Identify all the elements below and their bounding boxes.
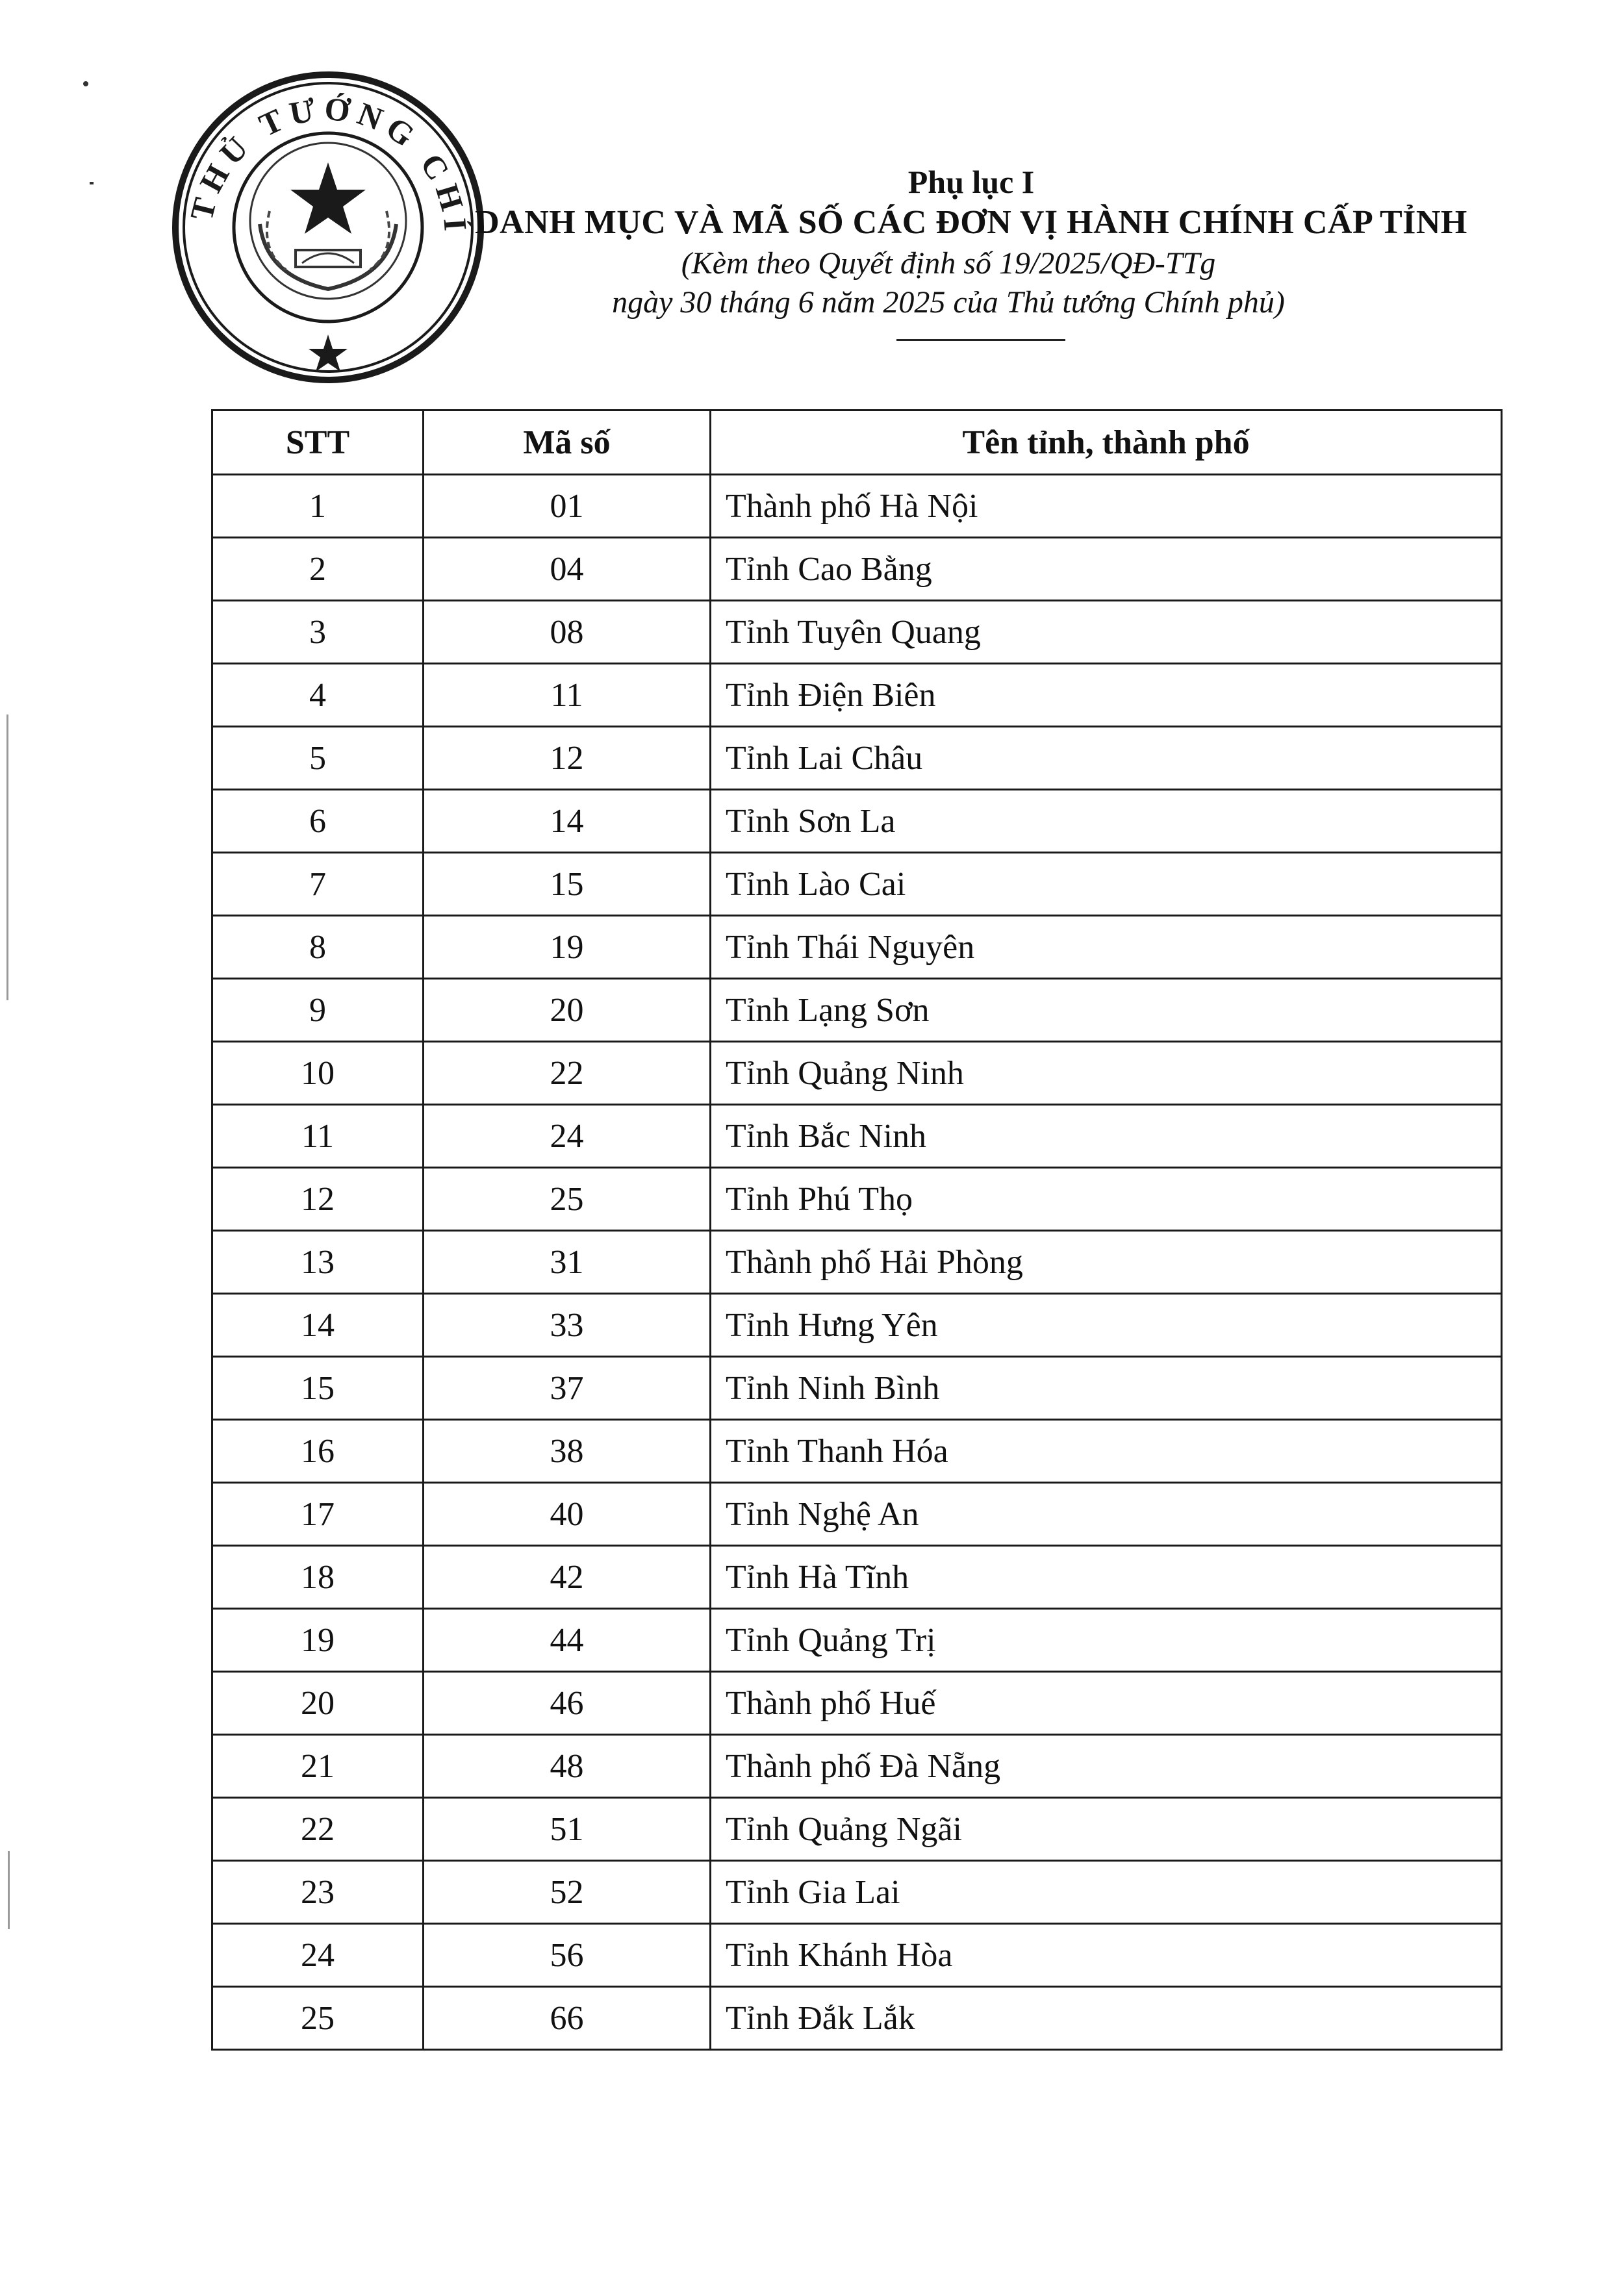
table-row <box>212 1672 1502 1735</box>
cell-code: 66 <box>424 1987 711 2050</box>
table-row <box>212 1357 1502 1420</box>
cell-name: Tỉnh Khánh Hòa <box>711 1924 1502 1987</box>
cell-name: Tỉnh Hà Tĩnh <box>711 1546 1502 1609</box>
cell-code: 08 <box>424 601 711 664</box>
cell-stt: 7 <box>212 853 424 916</box>
table-row <box>212 1861 1502 1924</box>
table-row <box>212 1168 1502 1231</box>
cell-stt: 18 <box>212 1546 424 1609</box>
cell-code: 37 <box>424 1357 711 1420</box>
table-row <box>212 1105 1502 1168</box>
cell-stt: 15 <box>212 1357 424 1420</box>
cell-name: Thành phố Đà Nẵng <box>711 1735 1502 1798</box>
table-row <box>212 1609 1502 1672</box>
cell-name: Thành phố Huế <box>711 1672 1502 1735</box>
table-row <box>212 1294 1502 1357</box>
table-row <box>212 1483 1502 1546</box>
cell-code: 40 <box>424 1483 711 1546</box>
cell-name: Tỉnh Phú Thọ <box>711 1168 1502 1231</box>
cell-stt: 17 <box>212 1483 424 1546</box>
header-stt: STT <box>212 411 424 475</box>
cell-name: Tỉnh Lạng Sơn <box>711 979 1502 1042</box>
table-header-row <box>212 411 1502 475</box>
cell-name: Tỉnh Ninh Bình <box>711 1357 1502 1420</box>
cell-code: 20 <box>424 979 711 1042</box>
cell-name: Tỉnh Thanh Hóa <box>711 1420 1502 1483</box>
table-row <box>212 1231 1502 1294</box>
cell-code: 19 <box>424 916 711 979</box>
cell-code: 42 <box>424 1546 711 1609</box>
cell-code: 46 <box>424 1672 711 1735</box>
table-row <box>212 979 1502 1042</box>
cell-stt: 1 <box>212 475 424 538</box>
cell-code: 04 <box>424 538 711 601</box>
cell-code: 33 <box>424 1294 711 1357</box>
cell-stt: 9 <box>212 979 424 1042</box>
cell-stt: 11 <box>212 1105 424 1168</box>
header-code: Mã số <box>424 411 711 475</box>
header-divider <box>896 339 1065 341</box>
cell-code: 31 <box>424 1231 711 1294</box>
cell-name: Tỉnh Gia Lai <box>711 1861 1502 1924</box>
table-row <box>212 538 1502 601</box>
appendix-label: Phụ lục I <box>907 164 1035 200</box>
svg-text:THỦ TƯỚNG CHÍNH PHỦ: THỦ TƯỚNG CHÍ <box>183 90 475 239</box>
cell-code: 11 <box>424 664 711 727</box>
cell-stt: 24 <box>212 1924 424 1987</box>
cell-name: Tỉnh Quảng Trị <box>711 1609 1502 1672</box>
table-row <box>212 664 1502 727</box>
cell-stt: 25 <box>212 1987 424 2050</box>
cell-code: 12 <box>424 727 711 790</box>
document-title: DANH MỤC VÀ MÃ SỐ CÁC ĐƠN VỊ HÀNH CHÍNH CẤP TỈNH <box>475 204 1467 241</box>
table-row <box>212 1420 1502 1483</box>
cell-name: Tỉnh Sơn La <box>711 790 1502 853</box>
cell-code: 44 <box>424 1609 711 1672</box>
cell-stt: 3 <box>212 601 424 664</box>
province-table <box>211 409 1503 2051</box>
table-row <box>212 1987 1502 2050</box>
cell-stt: 12 <box>212 1168 424 1231</box>
table-row <box>212 727 1502 790</box>
scan-speck <box>90 182 94 184</box>
cell-code: 24 <box>424 1105 711 1168</box>
cell-name: Tỉnh Thái Nguyên <box>711 916 1502 979</box>
subtitle-line-2: ngày 30 tháng 6 năm 2025 của Thủ tướng Chính phủ) <box>612 285 1285 320</box>
cell-code: 01 <box>424 475 711 538</box>
cell-name: Tỉnh Lào Cai <box>711 853 1502 916</box>
cell-stt: 5 <box>212 727 424 790</box>
cell-stt: 6 <box>212 790 424 853</box>
cell-code: 52 <box>424 1861 711 1924</box>
table-row <box>212 1798 1502 1861</box>
cell-name: Thành phố Hà Nội <box>711 475 1502 538</box>
cell-name: Tỉnh Tuyên Quang <box>711 601 1502 664</box>
cell-name: Tỉnh Quảng Ngãi <box>711 1798 1502 1861</box>
table-row <box>212 790 1502 853</box>
cell-stt: 13 <box>212 1231 424 1294</box>
cell-name: Tỉnh Cao Bằng <box>711 538 1502 601</box>
cell-stt: 10 <box>212 1042 424 1105</box>
cell-name: Tỉnh Lai Châu <box>711 727 1502 790</box>
header-name: Tên tỉnh, thành phố <box>711 411 1502 475</box>
cell-name: Tỉnh Điện Biên <box>711 664 1502 727</box>
table-row <box>212 1042 1502 1105</box>
cell-name: Tỉnh Hưng Yên <box>711 1294 1502 1357</box>
cell-code: 51 <box>424 1798 711 1861</box>
cell-name: Tỉnh Đắk Lắk <box>711 1987 1502 2050</box>
scan-speck <box>6 714 8 1000</box>
cell-code: 14 <box>424 790 711 853</box>
cell-name: Thành phố Hải Phòng <box>711 1231 1502 1294</box>
cell-name: Tỉnh Nghệ An <box>711 1483 1502 1546</box>
table-row <box>212 853 1502 916</box>
cell-code: 25 <box>424 1168 711 1231</box>
scan-speck <box>8 1851 10 1929</box>
cell-code: 22 <box>424 1042 711 1105</box>
cell-code: 56 <box>424 1924 711 1987</box>
cell-code: 38 <box>424 1420 711 1483</box>
document-header <box>312 162 1546 341</box>
cell-stt: 14 <box>212 1294 424 1357</box>
cell-stt: 23 <box>212 1861 424 1924</box>
cell-name: Tỉnh Bắc Ninh <box>711 1105 1502 1168</box>
scan-speck <box>83 81 88 86</box>
cell-code: 15 <box>424 853 711 916</box>
cell-stt: 20 <box>212 1672 424 1735</box>
table-row <box>212 1546 1502 1609</box>
cell-stt: 4 <box>212 664 424 727</box>
subtitle-line-1: (Kèm theo Quyết định số 19/2025/QĐ-TTg <box>681 246 1216 281</box>
table-row <box>212 1735 1502 1798</box>
table-row <box>212 916 1502 979</box>
cell-name: Tỉnh Quảng Ninh <box>711 1042 1502 1105</box>
cell-stt: 8 <box>212 916 424 979</box>
cell-stt: 16 <box>212 1420 424 1483</box>
cell-stt: 2 <box>212 538 424 601</box>
cell-stt: 19 <box>212 1609 424 1672</box>
cell-stt: 21 <box>212 1735 424 1798</box>
table-row <box>212 601 1502 664</box>
table-row <box>212 1924 1502 1987</box>
table-row <box>212 475 1502 538</box>
cell-code: 48 <box>424 1735 711 1798</box>
cell-stt: 22 <box>212 1798 424 1861</box>
